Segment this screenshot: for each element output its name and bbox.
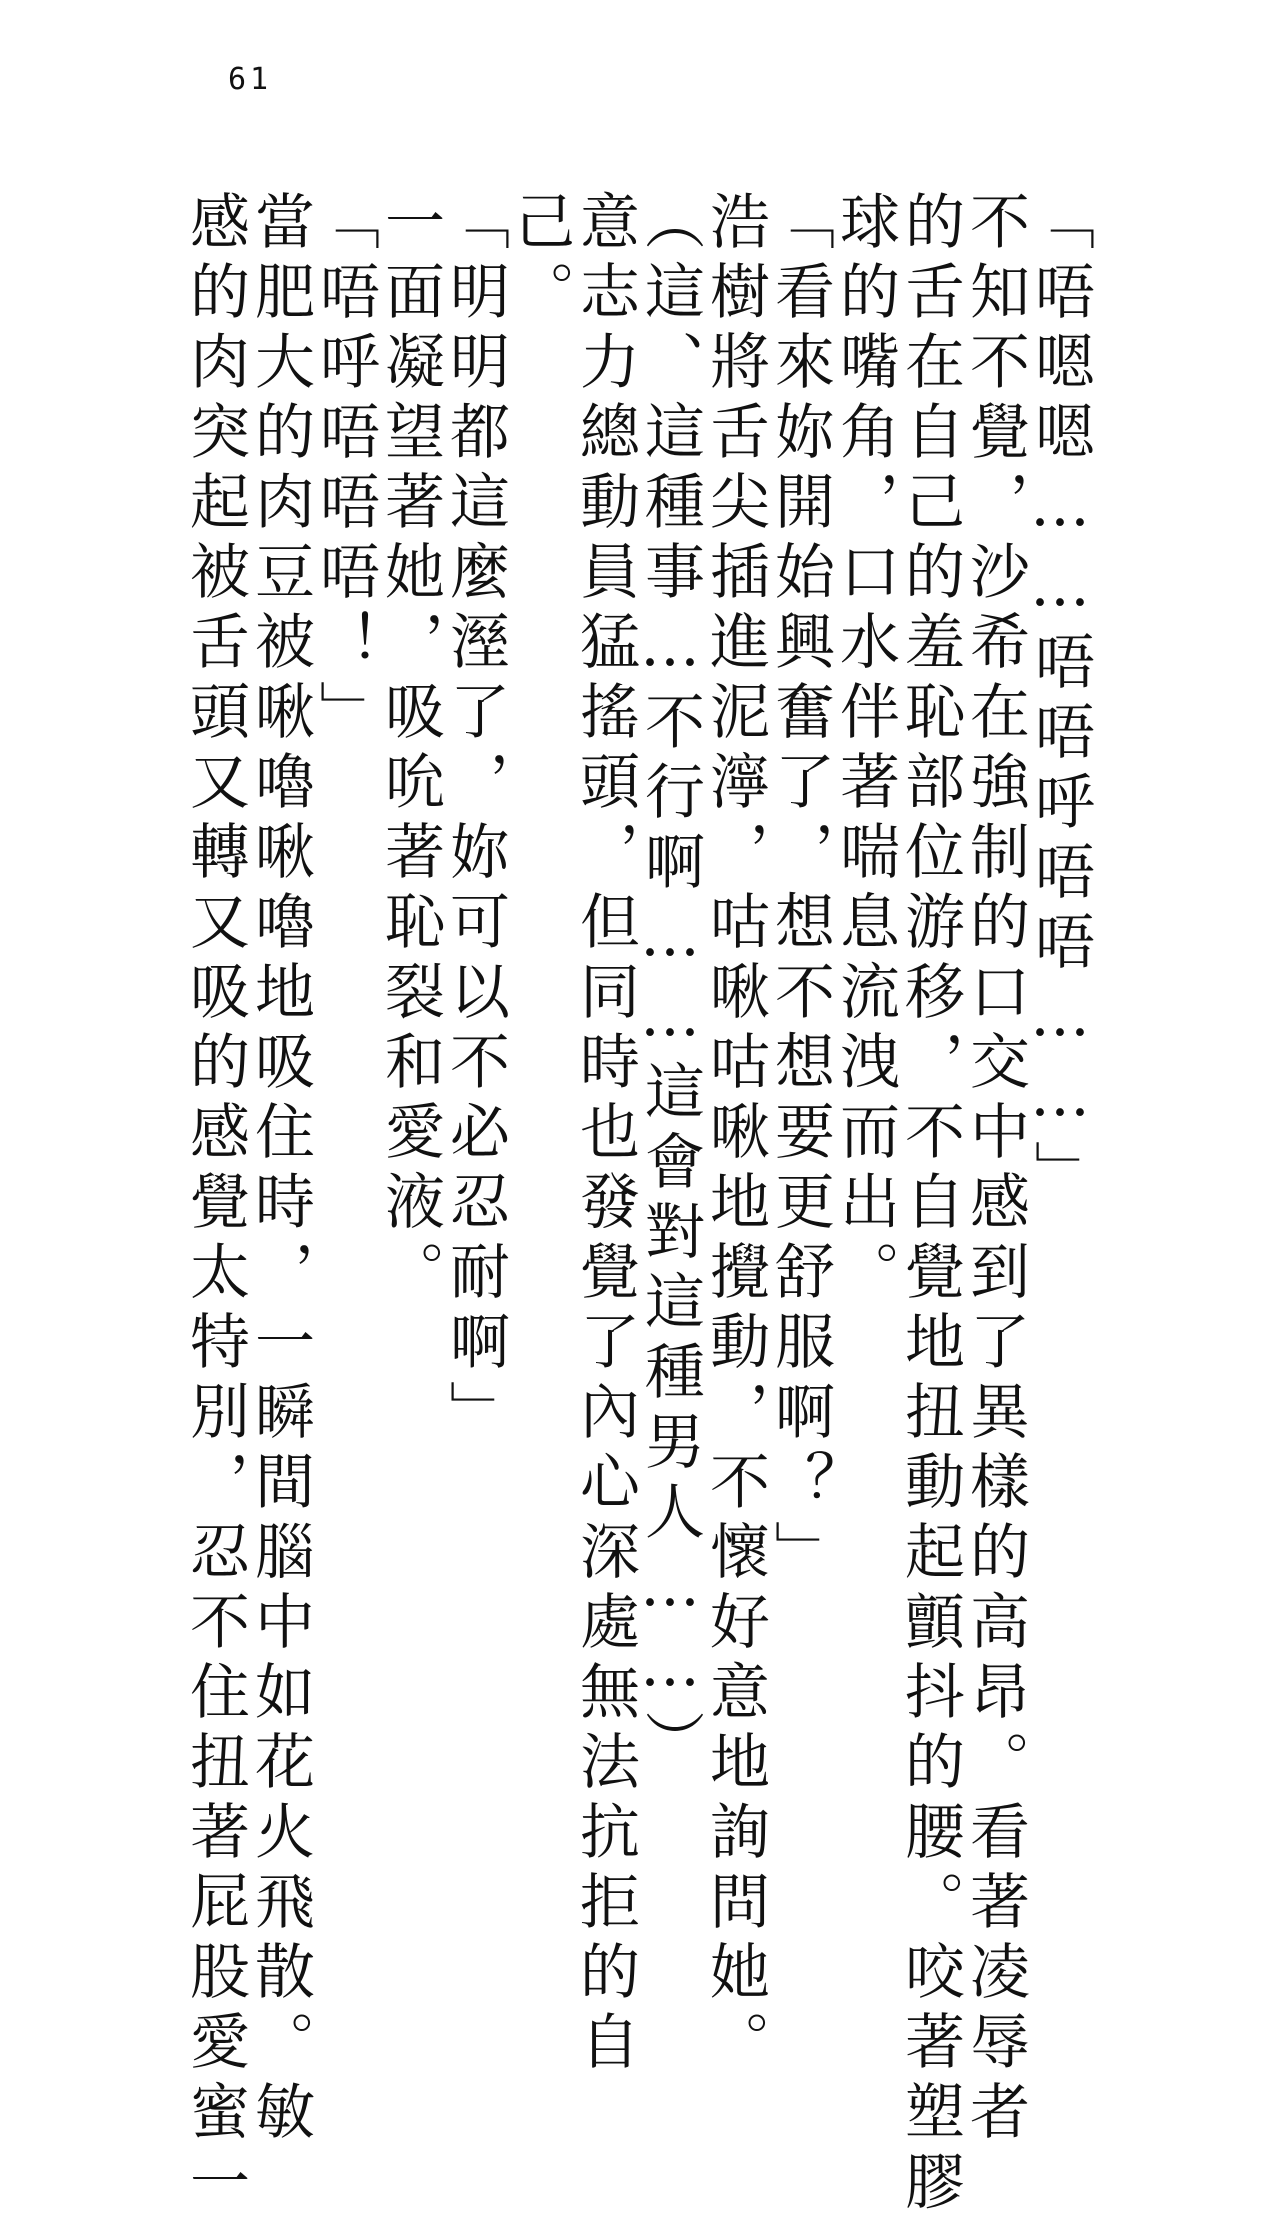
text-column: 「唔嗯嗯……唔唔呼唔唔……」 (1025, 190, 1095, 1210)
page-number: 61 (228, 62, 273, 97)
text-column: 「唔呼唔唔唔！」 (310, 190, 380, 750)
text-column: 「明明都這麼溼了，妳可以不必忍耐啊」 (440, 190, 510, 1450)
text-column: 的舌在自己的羞恥部位游移，不自覺地扭動起顫抖的腰。咬著塑膠 (895, 190, 965, 2220)
text-column: 球的嘴角，口水伴著喘息流洩而出。 (830, 190, 900, 1310)
text-column: 己。 (505, 190, 575, 330)
vertical-text-body (180, 190, 1095, 2220)
text-column: 浩樹將舌尖插進泥濘，咕啾咕啾地攪動，不懷好意地詢問她。 (700, 190, 770, 2080)
text-column: 意志力總動員猛搖頭，但同時也發覺了內心深處無法抗拒的自 (570, 190, 640, 2080)
text-column: 「看來妳開始興奮了，想不想要更舒服啊？」 (765, 190, 835, 1590)
text-column: 一面凝望著她，吸吮著恥裂和愛液。 (375, 190, 445, 1310)
text-column: 感的肉突起被舌頭又轉又吸的感覺太特別，忍不住扭著屁股愛蜜一 (180, 190, 250, 2220)
text-column: 不知不覺，沙希在強制的口交中感到了異樣的高昂。看著凌辱者 (960, 190, 1030, 2150)
text-column: 當肥大的肉豆被啾嚕啾嚕地吸住時，一瞬間腦中如花火飛散。敏 (245, 190, 315, 2150)
text-column: （這、這種事…不行啊……這會對這種男人……） (635, 190, 705, 1780)
